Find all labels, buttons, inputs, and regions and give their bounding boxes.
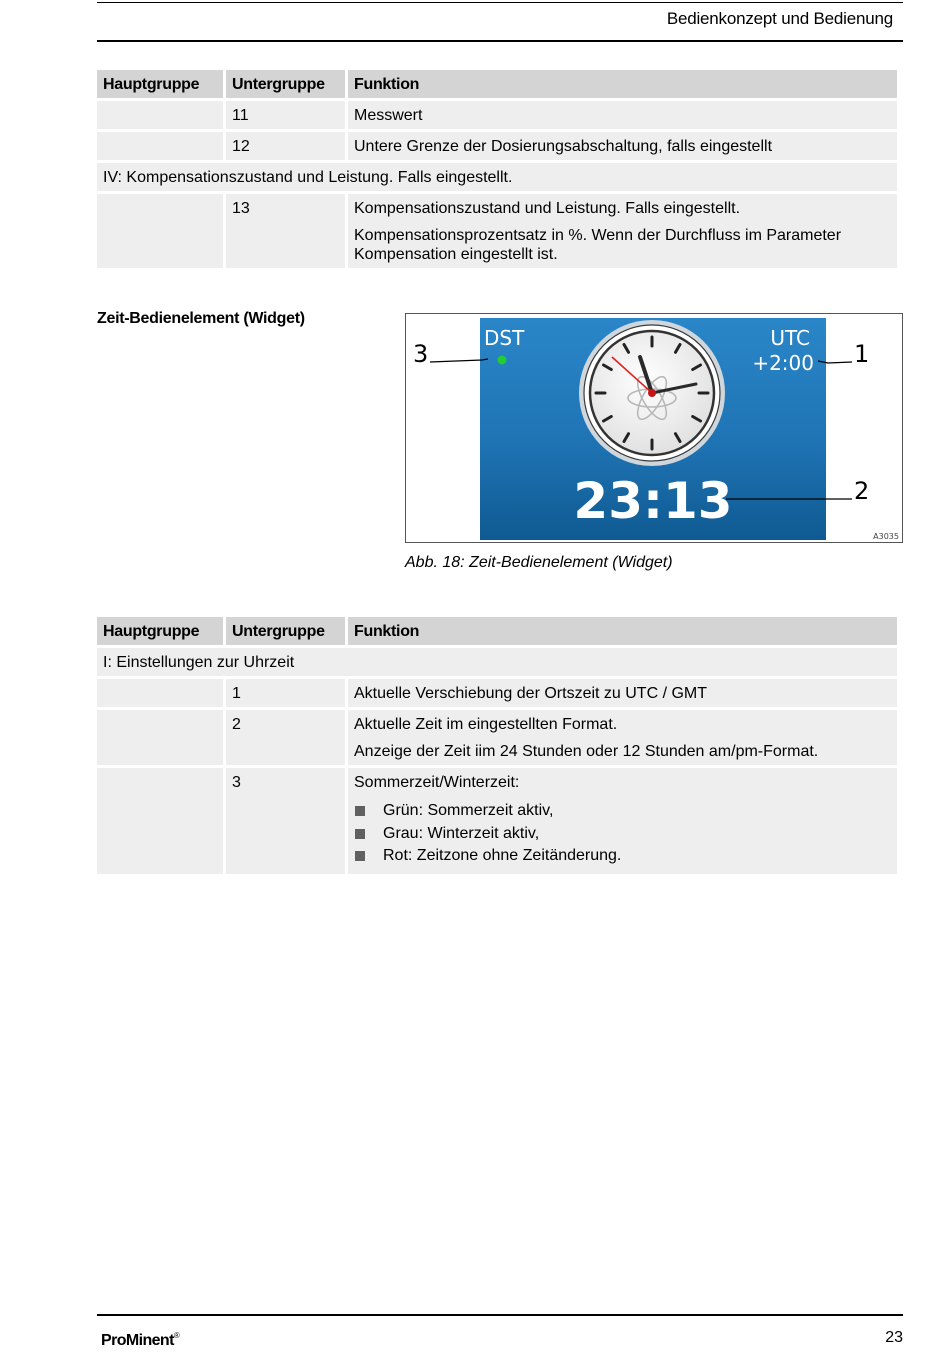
- function-text: Aktuelle Zeit im eingestellten Format.: [354, 716, 618, 733]
- table-cell-unter: 3: [226, 768, 345, 874]
- table-cell-unter: 11: [226, 101, 345, 129]
- column-header-untergruppe: Untergruppe: [226, 617, 345, 645]
- clock-widget-figure: [405, 313, 903, 543]
- table-cell-unter: 2: [226, 710, 345, 765]
- dst-color-legend-list: [354, 800, 891, 868]
- table-cell-unter: 1: [226, 679, 345, 707]
- callout-number-2: 2: [854, 477, 870, 505]
- dst-label: DST: [484, 326, 525, 350]
- logo-part-a: Pro: [101, 1332, 126, 1349]
- function-text: Aktuelle Verschiebung der Ortszeit zu UTC / GMT: [354, 685, 708, 702]
- dst-indicator-dot: [498, 356, 507, 365]
- function-table-2: [94, 614, 900, 877]
- header-bottom-rule: [97, 40, 903, 42]
- prominent-logo: [101, 1332, 179, 1350]
- column-header-funktion: Funktion: [348, 70, 897, 98]
- column-header-untergruppe: Untergruppe: [226, 70, 345, 98]
- function-text: Kompensationszustand und Leistung. Falls eingestellt.: [354, 200, 741, 217]
- table-row: [97, 679, 897, 707]
- group-label: I: Einstellungen zur Uhrzeit: [97, 648, 897, 676]
- table-cell-haupt: [97, 194, 223, 268]
- column-header-hauptgruppe: Hauptgruppe: [97, 70, 223, 98]
- utc-label: UTC: [770, 326, 810, 350]
- table-cell-haupt: [97, 710, 223, 765]
- table-row: [97, 101, 897, 129]
- table-cell-haupt: [97, 679, 223, 707]
- header-top-rule: [97, 2, 903, 3]
- table-header-row: [97, 70, 897, 98]
- table-group-row: [97, 648, 897, 676]
- table-header-row: [97, 617, 897, 645]
- table-row: [97, 710, 897, 765]
- clock-widget-illustration: [406, 314, 902, 542]
- function-text: Sommerzeit/Winterzeit:: [354, 774, 520, 791]
- table-cell-unter: 13: [226, 194, 345, 268]
- column-header-funktion: Funktion: [348, 617, 897, 645]
- table-cell-unter: 12: [226, 132, 345, 160]
- table-cell-funktion: [348, 101, 897, 129]
- utc-offset: +2:00: [752, 351, 814, 375]
- callout-number-1: 1: [854, 340, 870, 368]
- page-number: 23: [885, 1329, 903, 1346]
- table-row: [97, 194, 897, 268]
- page-header-title: Bedienkonzept und Bedienung: [666, 9, 893, 28]
- function-table-1: [94, 67, 900, 271]
- figure-caption: Abb. 18: Zeit-Bedienelement (Widget): [405, 554, 673, 571]
- table-cell-haupt: [97, 132, 223, 160]
- function-text: Anzeige der Zeit iim 24 Stunden oder 12 Stunden am/pm-Format.: [354, 743, 819, 760]
- footer-rule: [97, 1314, 903, 1316]
- table-cell-funktion: [348, 132, 897, 160]
- digital-time: 23:13: [573, 472, 733, 530]
- table-cell-funktion: [348, 768, 897, 874]
- callout-number-3: 3: [413, 340, 429, 368]
- logo-registered-mark: ®: [173, 1331, 180, 1340]
- table-cell-haupt: [97, 101, 223, 129]
- function-text: Messwert: [354, 107, 423, 124]
- list-item: Rot: Zeitzone ohne Zeitänderung.: [354, 845, 891, 868]
- function-text: Kompensationsprozentsatz in %. Wenn der Durchfluss im Parameter Kompensation eingestellt ist.: [354, 227, 842, 263]
- figure-id: A3035: [873, 532, 899, 541]
- table-cell-funktion: [348, 710, 897, 765]
- callout-line-3: [430, 359, 488, 362]
- clock-center-pin: [648, 389, 656, 397]
- table-group-row: [97, 163, 897, 191]
- logo-part-b: Minent: [125, 1332, 174, 1349]
- list-item: Grün: Sommerzeit aktiv,: [354, 800, 891, 823]
- table-cell-funktion: [348, 679, 897, 707]
- table-row: [97, 132, 897, 160]
- table-cell-haupt: [97, 768, 223, 874]
- group-label: IV: Kompensationszustand und Leistung. Falls eingestellt.: [97, 163, 897, 191]
- column-header-hauptgruppe: Hauptgruppe: [97, 617, 223, 645]
- section-heading: Zeit-Bedienelement (Widget): [97, 310, 305, 327]
- table-cell-funktion: [348, 194, 897, 268]
- list-item: Grau: Winterzeit aktiv,: [354, 823, 891, 846]
- function-text: Untere Grenze der Dosierungsabschaltung, falls eingestellt: [354, 138, 773, 155]
- table-row: [97, 768, 897, 874]
